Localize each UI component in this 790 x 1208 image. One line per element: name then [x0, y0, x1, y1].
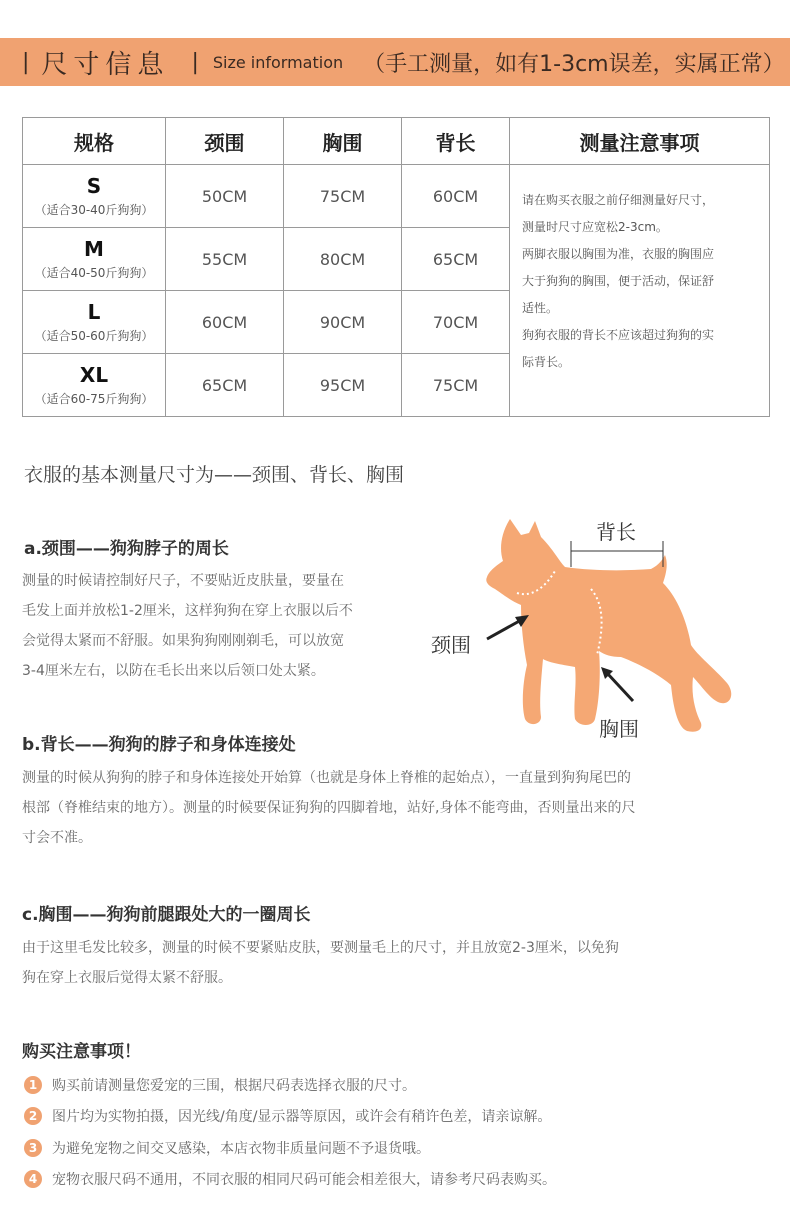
table-row [23, 165, 770, 228]
header-size: 规格 [23, 118, 166, 165]
size-fit: （适合40-50斤狗狗） [34, 265, 154, 280]
dog-measure-figure [425, 505, 745, 745]
note-line: 适性。 [522, 301, 559, 315]
note-line: 测量时尺寸应宽松2-3cm。 [522, 220, 668, 234]
note-line: 请在购买衣服之前仔细测量好尺寸， [522, 193, 715, 207]
neck-value: 65CM [166, 354, 284, 417]
back-value: 70CM [402, 291, 510, 354]
note-line: 际背长。 [522, 355, 571, 369]
list-item [24, 1075, 416, 1095]
text-line: 狗在穿上衣服后觉得太紧不舒服。 [22, 970, 232, 986]
header-chest: 胸围 [284, 118, 402, 165]
back-value: 65CM [402, 228, 510, 291]
size-label: XL [79, 362, 109, 387]
back-label: 背长 [596, 520, 636, 544]
chest-value: 80CM [284, 228, 402, 291]
section-neck-title: a.颈围——狗狗脖子的周长 [24, 539, 229, 559]
size-table [22, 117, 770, 417]
divider-bar: | [22, 49, 30, 75]
size-cell [23, 354, 166, 417]
back-value: 60CM [402, 165, 510, 228]
list-item [24, 1138, 430, 1158]
notice-title: 购买注意事项！ [22, 1042, 141, 1062]
basic-measure-heading: 衣服的基本测量尺寸为——颈围、背长、胸围 [24, 464, 405, 486]
text-line: 由于这里毛发比较多，测量的时候不要紧贴皮肤，要测量毛上的尺寸，并且放宽2-3厘米，以免狗 [22, 940, 619, 956]
measure-notes [510, 165, 770, 417]
section-neck-text [22, 566, 353, 686]
table-header-row [23, 118, 770, 165]
neck-label: 颈围 [431, 633, 471, 657]
section-chest-text [22, 933, 619, 993]
neck-value: 60CM [166, 291, 284, 354]
size-label: S [86, 173, 102, 198]
notice-text: 图片均为实物拍摄，因光线/角度/显示器等原因，或许会有稍许色差，请亲谅解。 [52, 1109, 552, 1125]
size-fit: （适合50-60斤狗狗） [34, 328, 154, 343]
back-value: 75CM [402, 354, 510, 417]
size-cell [23, 165, 166, 228]
neck-value: 55CM [166, 228, 284, 291]
notice-text: 宠物衣服尺码不通用，不同衣服的相同尺码可能会相差很大，请参考尺码表购买。 [52, 1172, 556, 1188]
number-badge-icon: 3 [24, 1139, 42, 1157]
number-badge-icon: 4 [24, 1170, 42, 1188]
notice-text: 购买前请测量您爱宠的三围，根据尺码表选择衣服的尺寸。 [52, 1078, 416, 1094]
text-line: 毛发上面并放松1-2厘米，这样狗狗在穿上衣服以后不 [22, 603, 353, 619]
size-cell [23, 291, 166, 354]
header-back: 背长 [402, 118, 510, 165]
chest-value: 90CM [284, 291, 402, 354]
section-chest-title: c.胸围——狗狗前腿跟处大的一圈周长 [22, 905, 311, 925]
note-line: 大于狗狗的胸围，便于活动，保证舒 [522, 274, 715, 288]
section-back-text [22, 763, 635, 853]
text-line: 根部（脊椎结束的地方）。测量的时候要保证狗狗的四脚着地，站好,身体不能弯曲，否则量出来的尺 [22, 800, 636, 816]
text-line: 测量的时候从狗狗的脖子和身体连接处开始算（也就是身体上脊椎的起始点），一直量到狗狗尾巴的 [22, 770, 631, 786]
neck-arrow-icon [487, 619, 523, 639]
chest-value: 95CM [284, 354, 402, 417]
neck-value: 50CM [166, 165, 284, 228]
notice-text: 为避免宠物之间交叉感染，本店衣物非质量问题不予退货哦。 [52, 1141, 430, 1157]
number-badge-icon: 2 [24, 1107, 42, 1125]
number-badge-icon: 1 [24, 1076, 42, 1094]
banner-title: 尺寸信息 [41, 49, 170, 80]
banner-subtitle: Size information [212, 52, 344, 72]
section-back-title: b.背长——狗狗的脖子和身体连接处 [22, 735, 296, 755]
chest-arrow-icon [607, 673, 633, 701]
header-neck: 颈围 [166, 118, 284, 165]
note-line: 狗狗衣服的背长不应该超过狗狗的实 [522, 328, 715, 342]
header-banner [0, 38, 790, 86]
banner-note: （手工测量，如有1-3cm误差，实属正常） [363, 51, 785, 77]
text-line: 会觉得太紧而不舒服。如果狗狗刚刚剃毛，可以放宽 [22, 633, 344, 649]
note-line: 两脚衣服以胸围为准，衣服的胸围应 [522, 247, 715, 261]
size-cell [23, 228, 166, 291]
header-notes: 测量注意事项 [510, 118, 770, 165]
size-fit: （适合30-40斤狗狗） [34, 202, 154, 217]
size-label: M [84, 236, 104, 261]
size-label: L [87, 299, 101, 324]
chest-label: 胸围 [599, 717, 639, 741]
list-item [24, 1106, 551, 1126]
divider-bar: | [191, 49, 199, 75]
text-line: 测量的时候请控制好尺子，不要贴近皮肤量，要量在 [22, 573, 344, 589]
size-fit: （适合60-75斤狗狗） [34, 391, 154, 406]
text-line: 寸会不准。 [22, 830, 92, 846]
chest-value: 75CM [284, 165, 402, 228]
text-line: 3-4厘米左右，以防在毛长出来以后领口处太紧。 [22, 663, 325, 679]
list-item [24, 1169, 556, 1189]
